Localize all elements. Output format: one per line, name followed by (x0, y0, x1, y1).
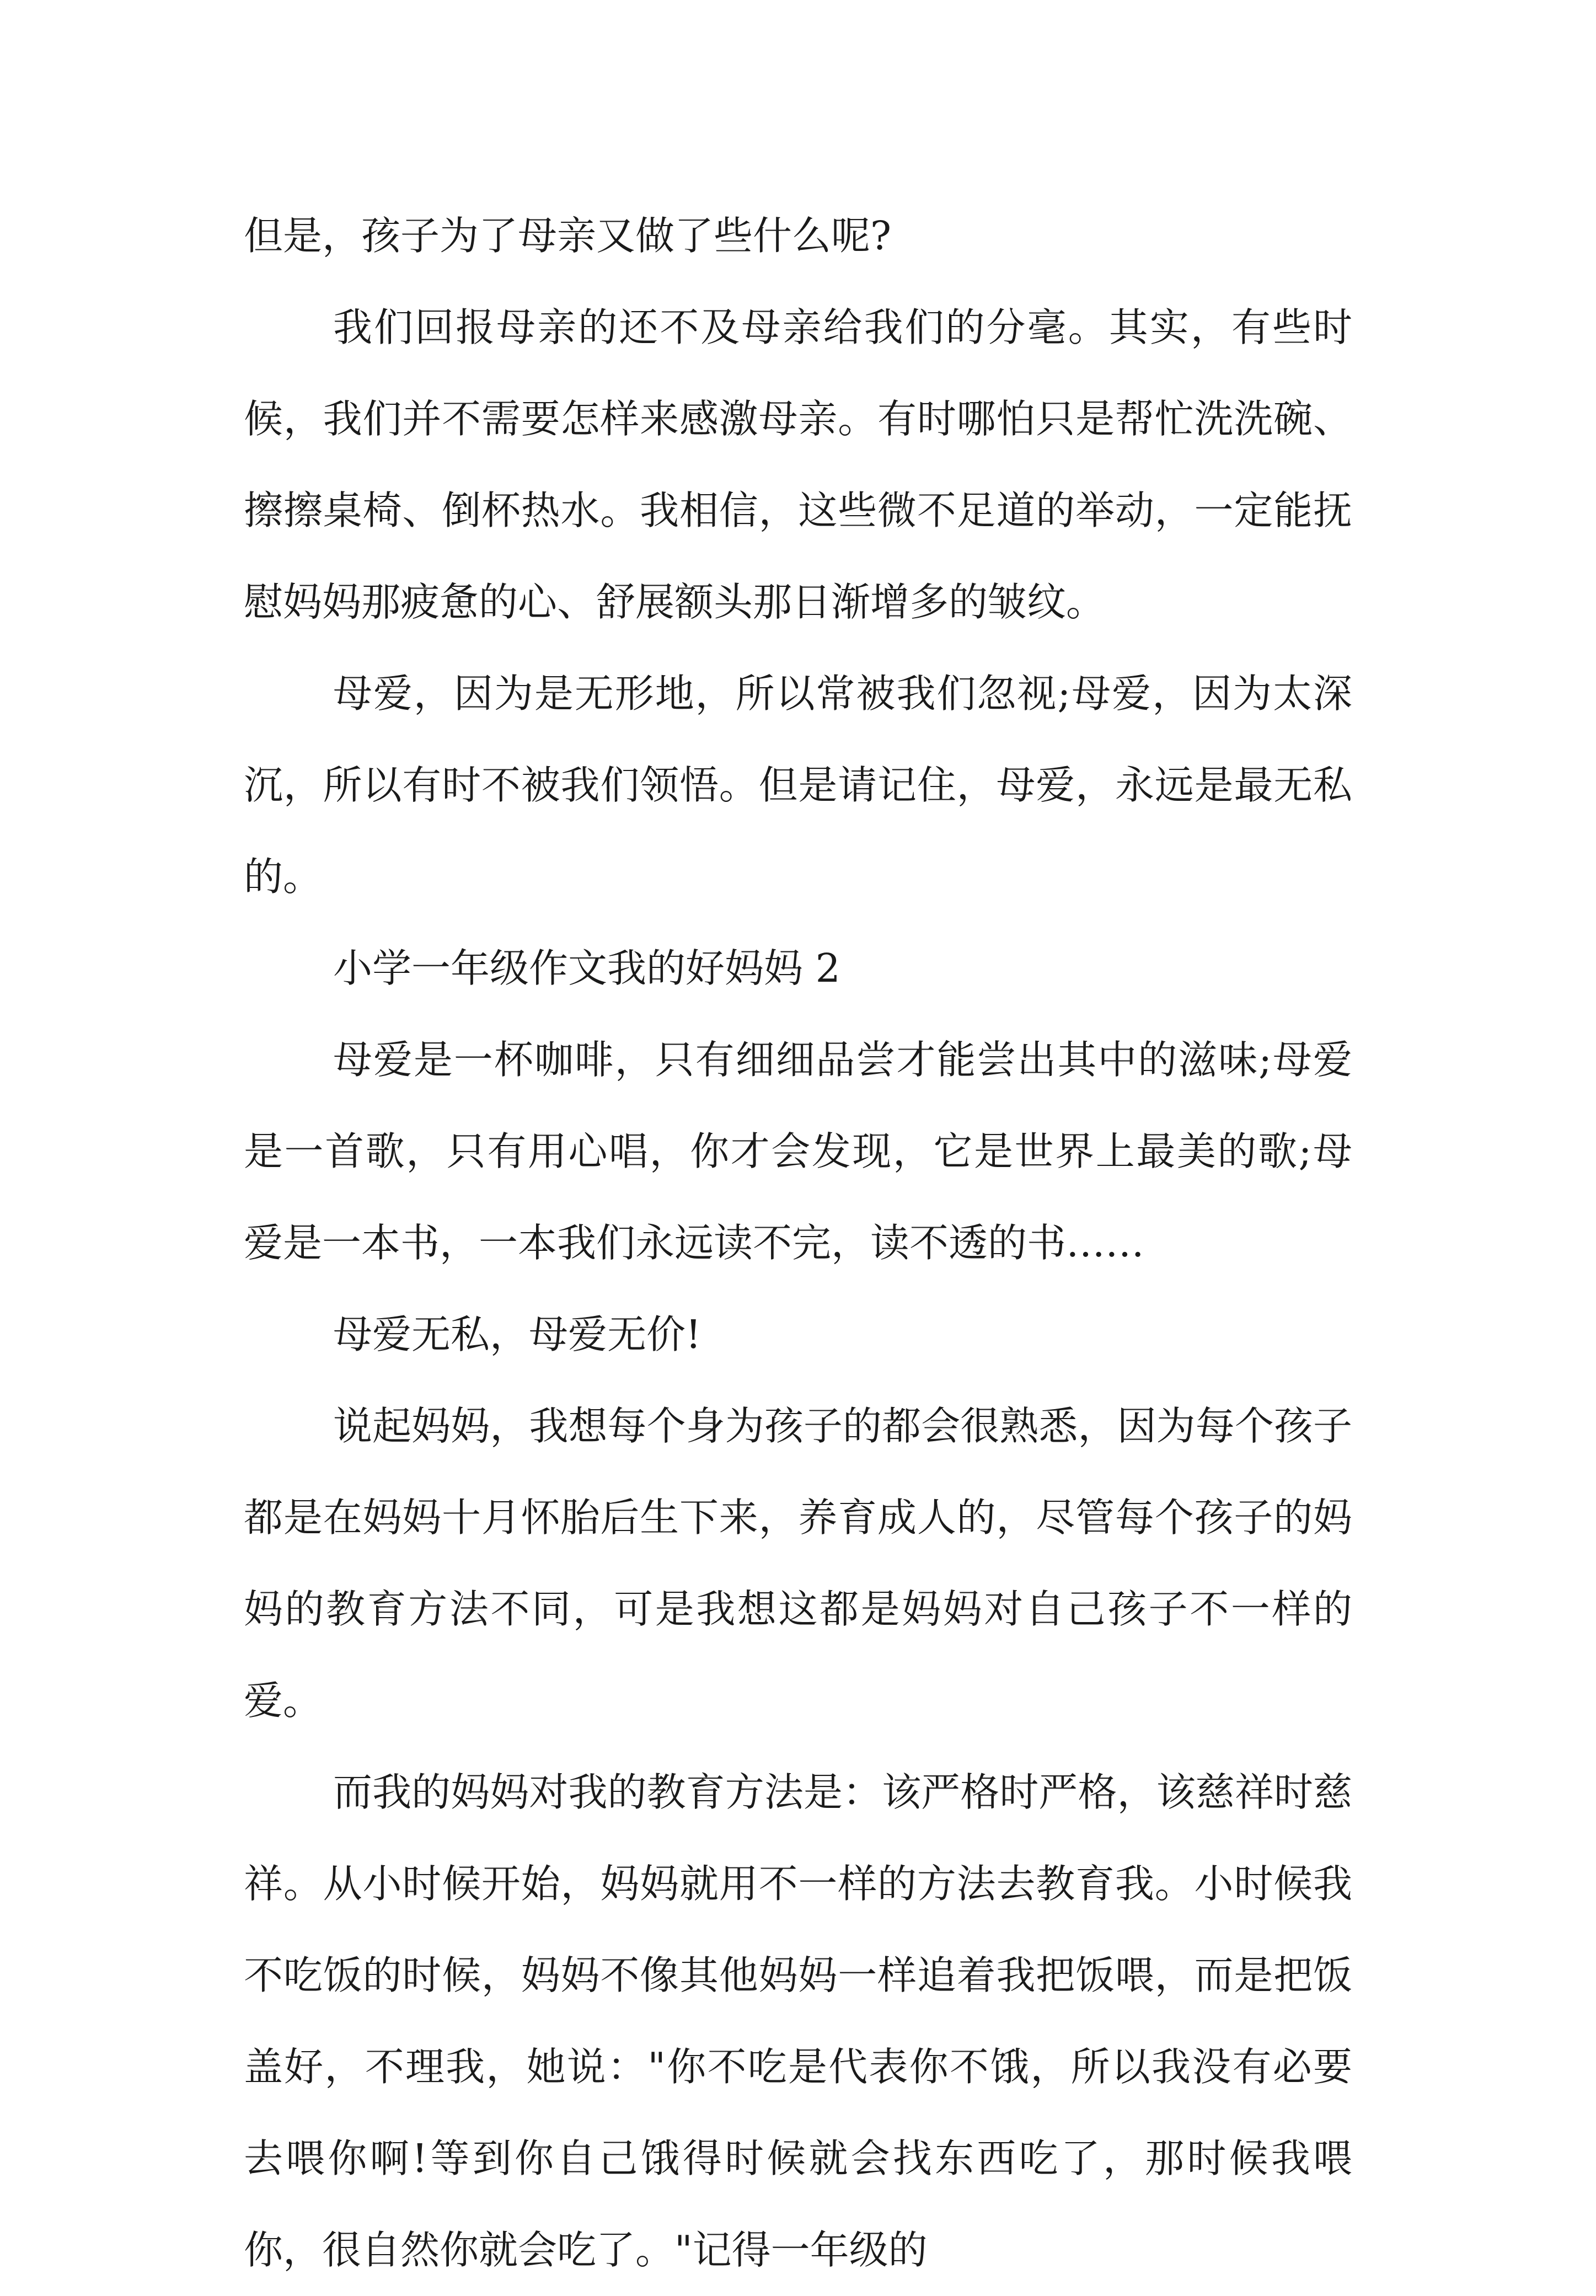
paragraph: 而我的妈妈对我的教育方法是：该严格时严格，该慈祥时慈祥。从小时候开始，妈妈就用不一样的方法去教育我。小时候我不吃饭的时候，妈妈不像其他妈妈一样追着我把饭喂，而是把饭盖好，不理我，她说："你不吃是代表你不饿，所以我没有必要去喂你啊!等到你自己饿得时候就会找东西吃了，那时候我喂你，很自然你就会吃了。"记得一年级的 (244, 1769, 1352, 2273)
section-title: 小学一年级作文我的好妈妈 2 (333, 945, 840, 991)
paragraph: 母爱，因为是无形地，所以常被我们忽视;母爱，因为太深沉，所以有时不被我们领悟。但是请记住，母爱，永远是最无私的。 (244, 671, 1352, 900)
paragraph: 说起妈妈，我想每个身为孩子的都会很熟悉，因为每个孩子都是在妈妈十月怀胎后生下来，养育成人的，尽管每个孩子的妈妈的教育方法不同，可是我想这都是妈妈对自己孩子不一样的爱。 (244, 1403, 1352, 1724)
paragraph: 我们回报母亲的还不及母亲给我们的分毫。其实，有些时候，我们并不需要怎样来感激母亲。有时哪怕只是帮忙洗洗碗、擦擦桌椅、倒杯热水。我相信，这些微不足道的举动，一定能抚慰妈妈那疲惫的心、舒展额头那日渐增多的皱纹。 (244, 304, 1352, 625)
paragraph: 母爱无私，母爱无价! (333, 1312, 701, 1357)
paragraph: 但是，孩子为了母亲又做了些什么呢? (244, 213, 892, 259)
document-body (244, 190, 1352, 2296)
paragraph: 母爱是一杯咖啡，只有细细品尝才能尝出其中的滋味;母爱是一首歌，只有用心唱，你才会发现，它是世界上最美的歌;母爱是一本书，一本我们永远读不完，读不透的书…… (244, 1037, 1352, 1266)
